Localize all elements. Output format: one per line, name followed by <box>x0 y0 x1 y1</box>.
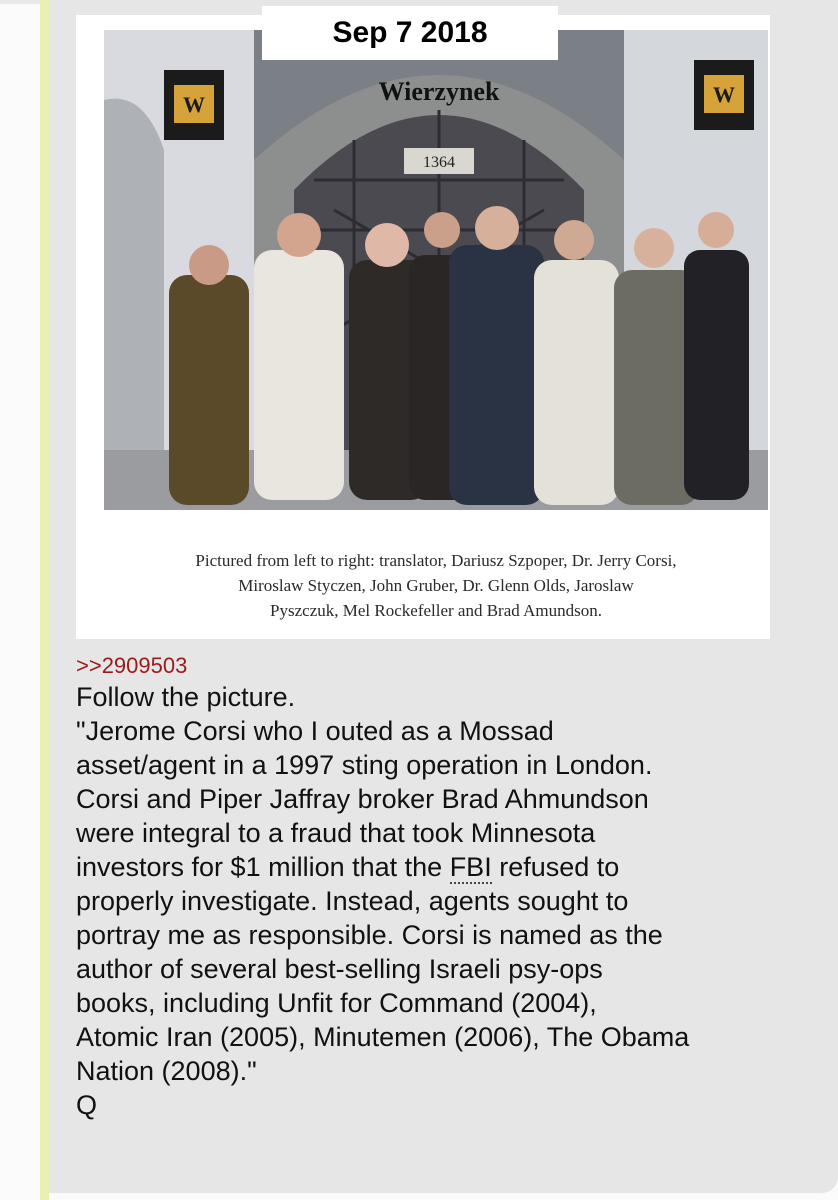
post-line: books, including Unfit for Command (2004), <box>76 988 597 1018</box>
caption-line: Pyszczuk, Mel Rockefeller and Brad Amundson. <box>270 601 602 620</box>
post-line: Atomic Iran (2005), Minutemen (2006), The Obama <box>76 1022 690 1052</box>
post-line-text: refused to <box>491 852 620 882</box>
post-signature: Q <box>76 1090 98 1120</box>
lantern-right-icon <box>694 60 754 130</box>
year-plaque-text: 1364 <box>423 154 455 171</box>
post-line: portray me as responsible. Corsi is named as the <box>76 920 663 950</box>
caption-line: Miroslaw Styczen, John Gruber, Dr. Glenn Olds, Jaroslaw <box>238 576 634 595</box>
post-line: "Jerome Corsi who I outed as a Mossad <box>76 716 554 746</box>
post-line: were integral to a fraud that took Minnesota <box>76 818 596 848</box>
image-caption <box>104 548 768 623</box>
fbi-abbreviation[interactable]: FBI <box>449 852 492 882</box>
post-line-text: investors for $1 million that the <box>76 852 450 882</box>
post-body <box>76 680 806 1122</box>
post-line: Corsi and Piper Jaffray broker Brad Ahmundson <box>76 784 649 814</box>
restaurant-sign: Wierzynek <box>378 77 500 106</box>
reply-link[interactable]: >>2909503 <box>76 653 188 678</box>
post-line: author of several best-selling Israeli psy-ops <box>76 954 603 984</box>
post-image[interactable] <box>104 30 768 510</box>
svg-text:W: W <box>713 82 735 107</box>
date-label: Sep 7 2018 <box>262 6 558 60</box>
caption-line: Pictured from left to right: translator, Dariusz Szpoper, Dr. Jerry Corsi, <box>195 551 677 570</box>
post-accent-bar <box>40 0 49 1200</box>
post-line: properly investigate. Instead, agents sought to <box>76 886 629 916</box>
lantern-left-icon <box>164 70 224 140</box>
svg-text:W: W <box>183 92 205 117</box>
post-line: Nation (2008)." <box>76 1056 257 1086</box>
post-line <box>76 850 806 884</box>
post-line: asset/agent in a 1997 sting operation in London. <box>76 750 653 780</box>
post-line: Follow the picture. <box>76 682 296 712</box>
group-photo-illustration <box>104 30 768 510</box>
